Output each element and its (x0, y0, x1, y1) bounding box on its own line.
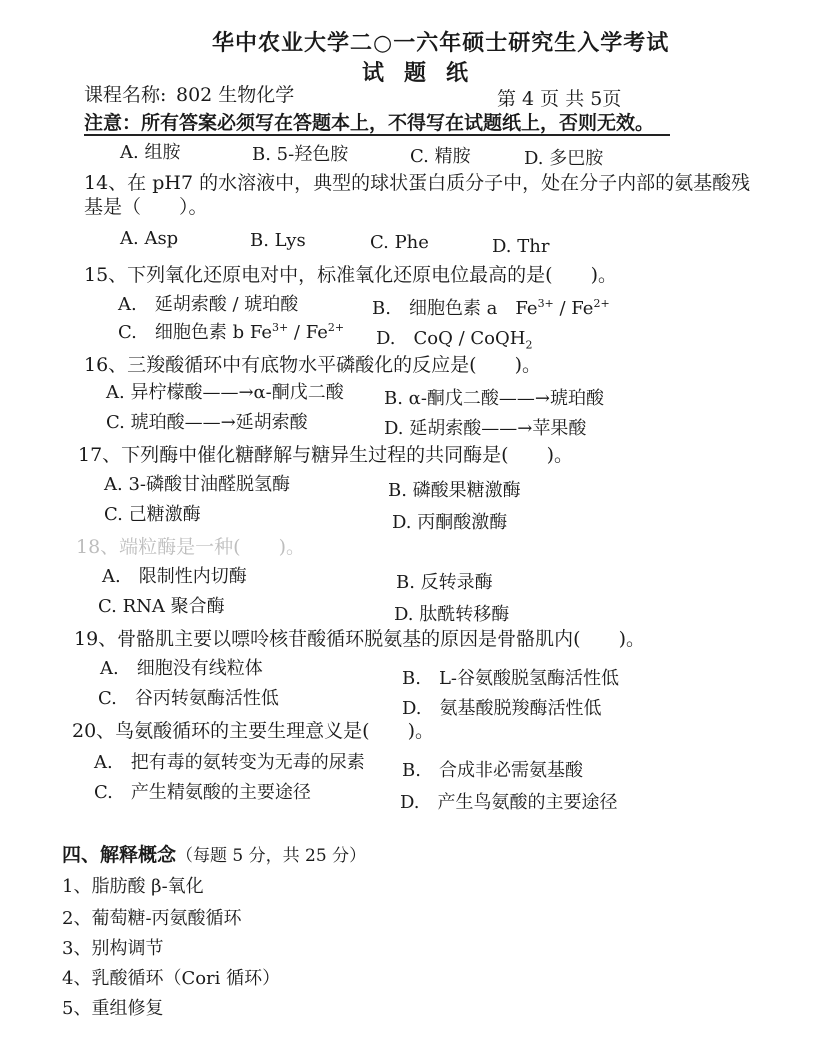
exam-notice: 注意：所有答案必须写在答题本上，不得写在试题纸上，否则无效。 (84, 112, 655, 134)
section4-item-1: 1、脂肪酸 β-氧化 (62, 876, 204, 897)
q17-stem: 17、下列酶中催化糖酵解与糖异生过程的共同酶是( )。 (78, 444, 574, 466)
section4-title: 四、解释概念 (62, 844, 177, 866)
q20-option-a: A. 把有毒的氨转变为无毒的尿素 (94, 752, 365, 773)
q15-option-c: C. 细胞色素 b $Fe^{3+} / Fe^{2+}$ (118, 321, 345, 343)
section4-note: （每题 5 分，共 25 分） (176, 846, 367, 866)
q20-option-b: B. 合成非必需氨基酸 (402, 760, 583, 781)
q16-stem: 16、三羧酸循环中有底物水平磷酸化的反应是( )。 (84, 354, 542, 376)
q14-stem-line1: 14、在 pH7 的水溶液中，典型的球状蛋白质分子中，处在分子内部的氨基酸残 (84, 172, 751, 194)
course-label: 课程名称: (84, 84, 167, 106)
q14-option-a: A. Asp (120, 228, 179, 249)
q20-stem: 20、鸟氨酸循环的主要生理意义是( )。 (72, 720, 435, 742)
course-name: 802 生物化学 (176, 84, 295, 106)
q15-option-b: B. 细胞色素 a $Fe^{3+} / Fe^{2+}$ (372, 297, 610, 319)
q14-option-b: B. Lys (250, 230, 306, 251)
q14-option-d: D. Thr (492, 236, 550, 257)
q17-option-a: A. 3-磷酸甘油醛脱氢酶 (104, 474, 290, 495)
q16-option-b: B. α-酮戊二酸——→琥珀酸 (384, 388, 604, 409)
q17-option-d: D. 丙酮酸激酶 (392, 512, 508, 533)
q15-option-d: D. CoQ / CoQH$_2$ (376, 328, 533, 352)
q17-option-b: B. 磷酸果糖激酶 (388, 480, 521, 501)
q14-stem-line2: 基是（ ）。 (84, 196, 208, 218)
q13-option-a: A. 组胺 (120, 142, 181, 163)
exam-title: 华中农业大学二○一六年硕士研究生入学考试 (212, 30, 670, 56)
q19-option-c: C. 谷丙转氨酶活性低 (98, 688, 279, 709)
q13-option-c: C. 精胺 (410, 146, 471, 167)
q19-option-d: D. 氨基酸脱羧酶活性低 (402, 698, 602, 719)
q19-stem: 19、骨骼肌主要以嘌呤核苷酸循环脱氨基的原因是骨骼肌内( )。 (74, 628, 646, 650)
q18-option-b: B. 反转录酶 (396, 572, 493, 593)
notice-underline (84, 134, 670, 136)
section4-heading (62, 840, 366, 867)
q20-option-c: C. 产生精氨酸的主要途径 (94, 782, 311, 803)
q13-option-b: B. 5-羟色胺 (252, 144, 349, 165)
q19-option-a: A. 细胞没有线粒体 (100, 658, 263, 679)
q16-option-c: C. 琥珀酸——→延胡索酸 (106, 412, 308, 433)
q15-stem: 15、下列氧化还原电对中，标准氧化还原电位最高的是( )。 (84, 264, 618, 286)
q19-option-b: B. L-谷氨酸脱氢酶活性低 (402, 668, 619, 689)
q18-option-d: D. 肽酰转移酶 (394, 604, 510, 625)
page-info: 第 4 页 共 5页 (497, 88, 622, 110)
section4-item-2: 2、葡萄糖-丙氨酸循环 (62, 908, 242, 929)
q14-option-c: C. Phe (370, 232, 429, 253)
q20-option-d: D. 产生鸟氨酸的主要途径 (400, 792, 618, 813)
q18-stem: 18、端粒酶是一种( )。 (76, 536, 306, 558)
q18-option-c: C. RNA 聚合酶 (98, 596, 225, 617)
q16-option-a: A. 异柠檬酸——→α-酮戊二酸 (106, 382, 344, 403)
q18-option-a: A. 限制性内切酶 (102, 566, 247, 587)
q16-option-d: D. 延胡索酸——→苹果酸 (384, 418, 587, 439)
section4-item-5: 5、重组修复 (62, 998, 164, 1019)
q13-option-d: D. 多巴胺 (524, 148, 604, 169)
exam-subtitle: 试题纸 (362, 60, 489, 86)
q17-option-c: C. 己糖激酶 (104, 504, 201, 525)
section4-item-4: 4、乳酸循环（Cori 循环） (62, 968, 281, 989)
q15-option-a: A. 延胡索酸 / 琥珀酸 (118, 294, 299, 315)
section4-item-3: 3、别构调节 (62, 938, 164, 959)
